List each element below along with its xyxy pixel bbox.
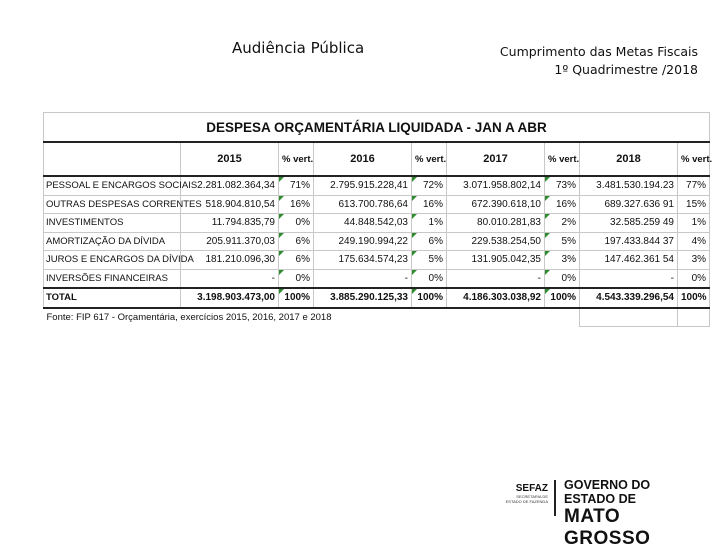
cell-pct-2015: 71% (279, 176, 314, 195)
header-year-2015: 2015 (181, 142, 279, 176)
row-label: AMORTIZAÇÃO DA DÍVIDA (44, 232, 181, 251)
cell-pct-2016: 5% (412, 251, 447, 270)
table-row (44, 195, 710, 214)
total-pct-2015: 100% (279, 288, 314, 308)
cell-pct-2017: 16% (545, 195, 580, 214)
report-subtitle-line1: Cumprimento das Metas Fiscais (499, 44, 698, 59)
sefaz-name: SEFAZ (515, 483, 548, 494)
presentation-title: Audiência Pública (232, 39, 365, 57)
cell-value-2017: 229.538.254,50 (447, 232, 545, 251)
cell-pct-2018: 1% (678, 214, 710, 233)
cell-pct-2015: 16% (279, 195, 314, 214)
sefaz-sub-1: SECRETARIA DE (516, 494, 548, 499)
row-label: OUTRAS DESPESAS CORRENTES (44, 195, 181, 214)
row-label: INVERSÕES FINANCEIRAS (44, 269, 181, 288)
total-label: TOTAL (44, 288, 181, 308)
cell-value-2016: 175.634.574,23 (314, 251, 412, 270)
report-subtitle-line2: 1º Quadrimestre /2018 (554, 62, 698, 77)
header-pct-2015: % vert. (279, 142, 314, 176)
report-subtitle (500, 43, 698, 79)
cell-pct-2017: 0% (545, 269, 580, 288)
total-2018: 4.543.339.296,54 (580, 288, 678, 308)
logo-divider (554, 480, 556, 516)
source-row (44, 308, 710, 327)
row-label: INVESTIMENTOS (44, 214, 181, 233)
cell-pct-2018: 0% (678, 269, 710, 288)
cell-value-2018: 32.585.259 49 (580, 214, 678, 233)
cell-pct-2018: 77% (678, 176, 710, 195)
cell-value-2018: - (580, 269, 678, 288)
source-blank-2 (678, 308, 710, 327)
cell-pct-2015: 0% (279, 214, 314, 233)
table-row (44, 251, 710, 270)
cell-value-2015: 2.281.082.364,34 (181, 176, 279, 195)
header-pct-2018: % vert. (678, 142, 710, 176)
cell-pct-2016: 1% (412, 214, 447, 233)
cell-value-2016: 613.700.786,64 (314, 195, 412, 214)
cell-pct-2016: 16% (412, 195, 447, 214)
government-logo (496, 476, 696, 549)
cell-pct-2018: 4% (678, 232, 710, 251)
total-pct-2016: 100% (412, 288, 447, 308)
total-2015: 3.198.903.473,00 (181, 288, 279, 308)
row-label: JUROS E ENCARGOS DA DÍVIDA (44, 251, 181, 270)
cell-value-2018: 197.433.844 37 (580, 232, 678, 251)
cell-value-2017: 131.905.042,35 (447, 251, 545, 270)
table-source: Fonte: FIP 617 - Orçamentária, exercícios 2015, 2016, 2017 e 2018 (46, 311, 332, 323)
total-2017: 4.186.303.038,92 (447, 288, 545, 308)
gov-line-2: MATO GROSSO (564, 506, 651, 549)
sefaz-logo (496, 484, 548, 504)
cell-pct-2015: 6% (279, 232, 314, 251)
total-pct-2017: 100% (545, 288, 580, 308)
cell-value-2018: 689.327.636 91 (580, 195, 678, 214)
header-pct-2016: % vert. (412, 142, 447, 176)
row-label: PESSOAL E ENCARGOS SOCIAIS (44, 176, 181, 195)
cell-value-2015: 181.210.096,30 (181, 251, 279, 270)
header-blank (44, 142, 181, 176)
table-total-row (44, 288, 710, 308)
cell-value-2017: 80.010.281,83 (447, 214, 545, 233)
table-header-row (44, 142, 710, 176)
cell-value-2017: 3.071.958.802,14 (447, 176, 545, 195)
cell-pct-2015: 0% (279, 269, 314, 288)
cell-pct-2017: 73% (545, 176, 580, 195)
cell-value-2015: 11.794.835,79 (181, 214, 279, 233)
cell-value-2015: - (181, 269, 279, 288)
total-2016: 3.885.290.125,33 (314, 288, 412, 308)
header-year-2016: 2016 (314, 142, 412, 176)
cell-value-2016: 249.190.994,22 (314, 232, 412, 251)
table-row (44, 232, 710, 251)
header-year-2017: 2017 (447, 142, 545, 176)
cell-value-2016: - (314, 269, 412, 288)
sefaz-sub-2: ESTADO DE FAZENDA (505, 499, 548, 504)
cell-pct-2016: 6% (412, 232, 447, 251)
source-blank-1 (580, 308, 678, 327)
cell-pct-2015: 6% (279, 251, 314, 270)
table-row (44, 214, 710, 233)
cell-value-2018: 3.481.530.194.23 (580, 176, 678, 195)
cell-value-2018: 147.462.361 54 (580, 251, 678, 270)
cell-value-2017: 672.390.618,10 (447, 195, 545, 214)
mato-grosso-logo (564, 478, 696, 550)
table-row (44, 269, 710, 288)
cell-value-2015: 205.911.370,03 (181, 232, 279, 251)
gov-line-1: GOVERNO DO ESTADO DE (564, 478, 651, 506)
cell-value-2016: 44.848.542,03 (314, 214, 412, 233)
cell-value-2015: 518.904.810,54 (181, 195, 279, 214)
table-row (44, 176, 710, 195)
header-year-2018: 2018 (580, 142, 678, 176)
table-title: DESPESA ORÇAMENTÁRIA LIQUIDADA - JAN A ABR (44, 113, 710, 143)
expense-table (43, 112, 713, 327)
total-pct-2018: 100% (678, 288, 710, 308)
cell-pct-2018: 3% (678, 251, 710, 270)
cell-pct-2017: 2% (545, 214, 580, 233)
cell-pct-2016: 0% (412, 269, 447, 288)
expense-table-container (43, 112, 713, 327)
cell-pct-2016: 72% (412, 176, 447, 195)
cell-pct-2018: 15% (678, 195, 710, 214)
header-pct-2017: % vert. (545, 142, 580, 176)
cell-pct-2017: 3% (545, 251, 580, 270)
cell-pct-2017: 5% (545, 232, 580, 251)
cell-value-2016: 2.795.915.228,41 (314, 176, 412, 195)
cell-value-2017: - (447, 269, 545, 288)
